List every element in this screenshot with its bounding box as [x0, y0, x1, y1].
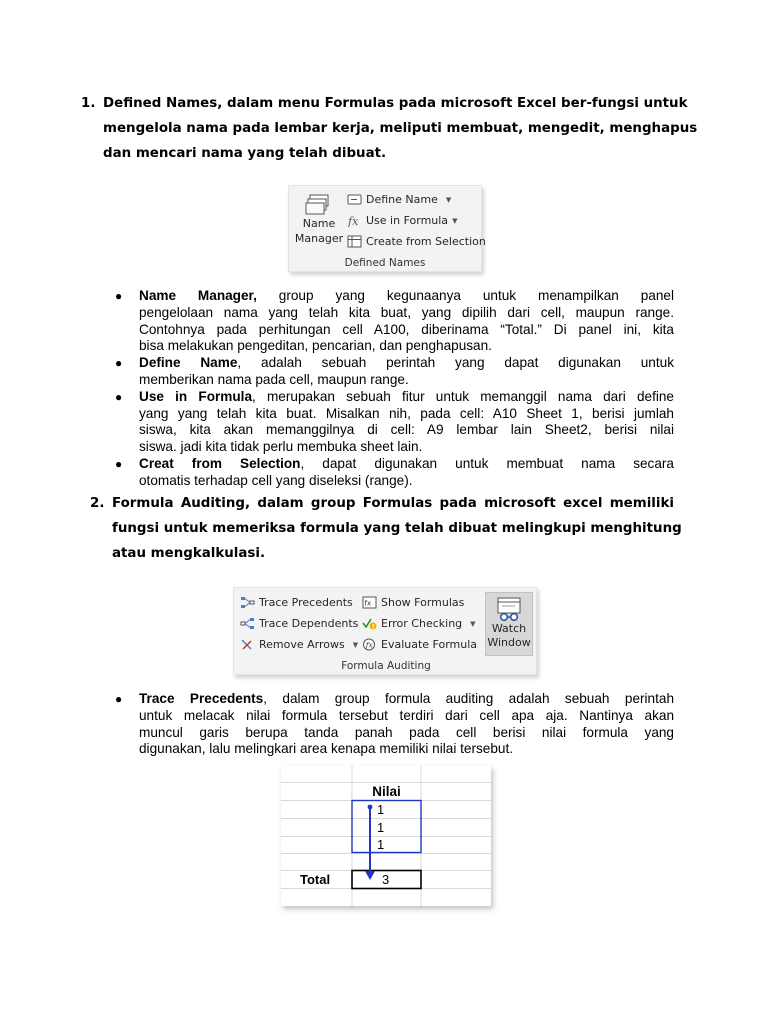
list-item-text: otomatis terhadap cell yang diseleksi (range).: [139, 472, 413, 488]
bullet-icon: ●: [115, 289, 123, 303]
list-item-text: , adalah sebuah perintah yang dapat digunakan untuk: [237, 355, 674, 371]
table-cell: 1: [377, 802, 385, 817]
list-item-text: , dapat digunakan untuk membuat nama secara: [300, 455, 674, 471]
svg-text:fx: fx: [364, 599, 372, 608]
list-item: [115, 455, 674, 490]
section-2-line: atau mengkalkulasi.: [112, 546, 266, 561]
error-checking-button[interactable]: [362, 617, 476, 630]
term: Name Manager,: [139, 288, 257, 303]
trace-dependents-icon: [240, 617, 255, 630]
list-item-text: digunakan, lalu melingkari area kenapa memiliki nilai tersebut.: [139, 741, 514, 757]
list-item-text: memberikan nama pada cell, maupun range.: [139, 371, 409, 387]
watch-window-icon: [495, 596, 523, 622]
error-checking-label: Error Checking: [381, 617, 463, 630]
evaluate-formula-label: Evaluate Formula: [381, 638, 478, 651]
create-from-selection-label: Create from Selection: [366, 235, 486, 248]
error-checking-icon: [362, 617, 377, 630]
name-manager-icon: [304, 192, 334, 216]
remove-arrows-button[interactable]: [240, 638, 358, 651]
svg-text:fx: fx: [348, 215, 359, 227]
create-from-selection-button[interactable]: [347, 235, 486, 248]
evaluate-formula-icon: [362, 638, 377, 651]
total-label: Total: [300, 872, 331, 887]
term: Creat from Selection: [139, 455, 301, 471]
chevron-down-icon[interactable]: ▼: [352, 640, 359, 649]
use-in-formula-icon: [347, 214, 362, 227]
section-1-number: 1.: [81, 96, 96, 111]
trace-dependents-label: Trace Dependents: [259, 617, 359, 630]
formula-auditing-ribbon: [233, 587, 537, 675]
name-manager-button[interactable]: [293, 192, 345, 256]
list-item-text: bisa melakukan pengeditan, pencarian, dan penghapusan.: [139, 338, 492, 354]
term: Trace Precedents: [139, 691, 264, 706]
trace-precedents-icon: [240, 596, 255, 609]
section-2-number: 2.: [90, 496, 105, 511]
precedent-range-box: [352, 801, 421, 853]
table-cell: 1: [377, 837, 385, 852]
name-manager-label: Manager: [294, 232, 344, 245]
remove-arrows-label: Remove Arrows: [259, 638, 345, 651]
remove-arrows-icon: [240, 638, 255, 651]
defined-names-caption: Defined Names: [344, 257, 426, 269]
watch-window-label: Window: [487, 636, 531, 649]
total-value: 3: [382, 872, 390, 887]
list-item-text: siswa. jadi kita tidak perlu membuka sheet lain.: [139, 439, 423, 455]
chevron-down-icon[interactable]: ▼: [445, 195, 452, 204]
bullet-icon: ●: [115, 692, 123, 706]
svg-text:!: !: [371, 623, 375, 630]
defined-names-ribbon: [288, 185, 486, 272]
evaluate-formula-button[interactable]: [362, 638, 477, 651]
list-item-text: muncul garis berupa tanda panah pada cell berisi nilai formula yang: [139, 724, 674, 740]
show-formulas-label: Show Formulas: [381, 596, 465, 609]
use-in-formula-label: Use in Formula: [366, 214, 449, 227]
bullet-icon: ●: [115, 456, 123, 471]
bullet-icon: ●: [115, 356, 123, 371]
list-item: [115, 355, 674, 389]
define-name-label: Define Name: [366, 193, 438, 206]
section-1-line: mengelola nama pada lembar kerja, meliputi membuat, mengedit, menghapus: [103, 121, 698, 136]
formula-auditing-caption: Formula Auditing: [341, 660, 431, 672]
use-in-formula-button[interactable]: [347, 214, 457, 227]
section-2-heading: [90, 491, 682, 566]
show-formulas-button[interactable]: [362, 596, 464, 609]
section-1-line: dan mencari nama yang telah dibuat.: [103, 146, 387, 161]
defined-names-bullet-list: [115, 288, 675, 490]
svg-text:fx: fx: [365, 640, 373, 650]
show-formulas-icon: [362, 596, 377, 609]
trace-precedents-label: Trace Precedents: [259, 596, 353, 609]
list-item-text: Contohnya pada perhitungan cell A100, diberinama “Total.” Di panel ini, kita: [139, 321, 674, 337]
term: Use in Formula: [139, 388, 253, 404]
section-1-line: Defined Names, dalam menu Formulas pada microsoft Excel ber-fungsi untuk: [103, 96, 688, 111]
name-manager-label: Name: [302, 217, 336, 230]
list-item-text: , merupakan sebuah fitur untuk memanggil nama dari define: [252, 388, 674, 404]
table-cell: 1: [377, 820, 385, 835]
list-item-text: untuk melacak nilai formula tersebut terdiri dari cell apa aja. Nantinya akan: [139, 707, 674, 723]
formula-auditing-bullet-list: [115, 691, 675, 758]
section-2-line: fungsi untuk memeriksa formula yang telah dibuat melingkupi menghitung: [112, 521, 682, 536]
list-item: [115, 691, 675, 758]
column-header-nilai: Nilai: [372, 784, 401, 799]
list-item: [115, 388, 674, 456]
chevron-down-icon[interactable]: ▼: [470, 619, 476, 628]
watch-window-button[interactable]: [485, 592, 533, 656]
list-item-text: yang yang telah kita buat. Misalkan nih, pada cell: A10 Sheet 1, berisi jumlah: [139, 405, 674, 421]
section-1-heading: [81, 91, 698, 166]
list-item-text: siswa, kita akan memanggilnya di cell: A9 lembar lain Sheet2, berisi nilai: [139, 422, 674, 438]
trace-precedents-example-sheet: [281, 766, 491, 906]
define-name-icon: [347, 193, 362, 206]
watch-window-label: Watch: [491, 622, 527, 635]
bullet-icon: ●: [115, 389, 123, 404]
term: Define Name: [139, 355, 238, 371]
list-item-text: group yang kegunaanya untuk menampilkan panel: [256, 288, 675, 303]
list-item-text: pengelolaan nama yang telah kita buat, yang dipilih dari cell, maupun range.: [139, 304, 674, 320]
section-2-line: Formula Auditing, dalam group Formulas pada microsoft excel memiliki: [112, 496, 674, 511]
trace-dependents-button[interactable]: [240, 617, 358, 630]
define-name-button[interactable]: [347, 193, 451, 206]
precedent-arrow-head: [365, 871, 375, 880]
trace-precedents-button[interactable]: [240, 596, 353, 609]
create-from-selection-icon: [347, 235, 362, 248]
list-item: [115, 288, 675, 355]
chevron-down-icon[interactable]: ▼: [452, 216, 458, 225]
list-item-text: , dalam group formula auditing adalah sebuah perintah: [263, 691, 675, 706]
